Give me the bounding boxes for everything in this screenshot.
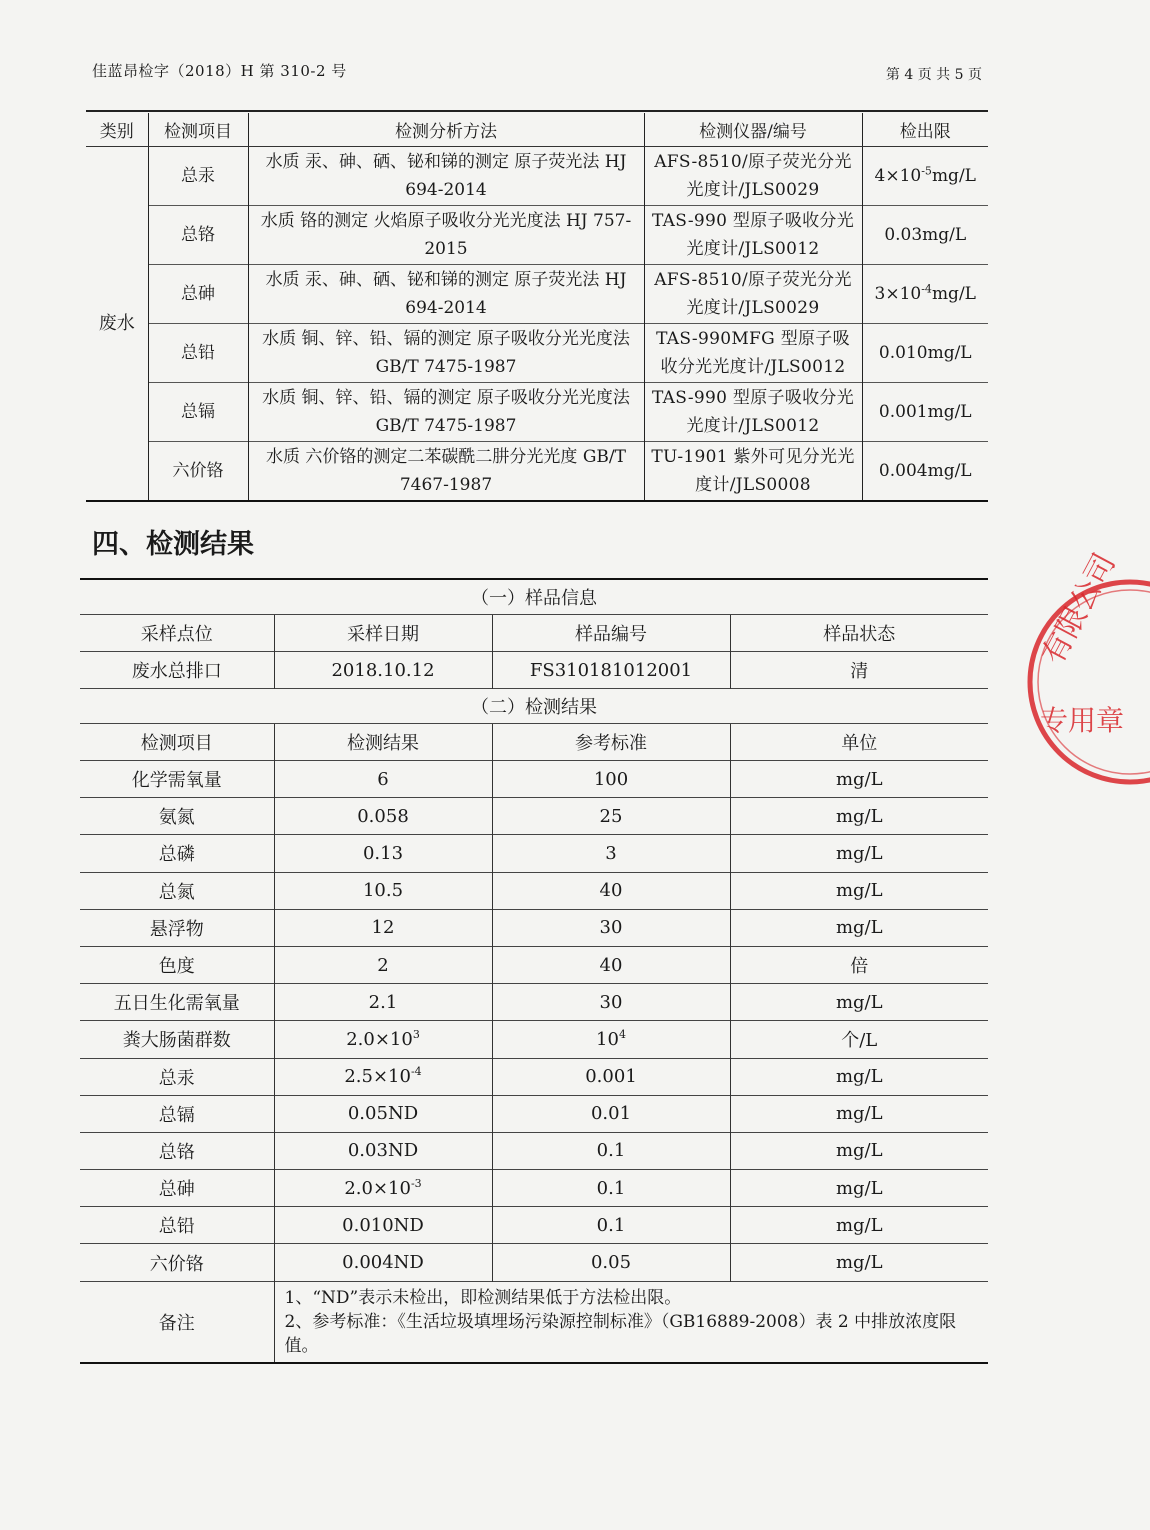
col-header-instrument: 检测仪器/编号: [644, 113, 862, 147]
detection-limit: [862, 324, 988, 383]
sample-date: 2018.10.12: [274, 652, 492, 689]
result-row: [80, 798, 988, 835]
result-item: 粪大肠菌群数: [80, 1021, 274, 1058]
result-value: [274, 761, 492, 798]
result-standard: [492, 761, 730, 798]
result-base: 12: [371, 917, 395, 939]
result-value: [274, 1021, 492, 1058]
method-row: [86, 442, 988, 502]
result-row: [80, 872, 988, 909]
method-instrument: TAS-990MFG 型原子吸收分光光度计/JLS0012: [644, 324, 862, 383]
result-value: [274, 946, 492, 983]
result-value: [274, 872, 492, 909]
header-rule: [86, 110, 988, 112]
result-base: 2.0×10: [346, 1028, 413, 1050]
standard-base: 30: [599, 991, 623, 1013]
detection-limit: [862, 383, 988, 442]
result-row: [80, 1170, 988, 1207]
col-header-category: 类别: [86, 113, 148, 147]
method-row: [86, 206, 988, 265]
standard-base: 0.1: [596, 1177, 626, 1199]
limit-unit: mg/L: [931, 284, 976, 304]
method-table: [86, 113, 988, 502]
note-line: 2、参考标准：《生活垃圾填埋场污染源控制标准》（GB16889-2008）表 2 中排放浓度限值。: [284, 1311, 957, 1356]
result-value: [274, 798, 492, 835]
sample-info-header-row: [80, 615, 988, 652]
sample-state: 清: [730, 652, 988, 689]
result-item: 悬浮物: [80, 909, 274, 946]
method-description: 水质 铜、锌、铅、镉的测定 原子吸收分光光度法 GB/T 7475-1987: [248, 324, 644, 383]
result-base: 0.13: [362, 842, 404, 864]
seal-text-lower: 专用章: [1040, 704, 1125, 737]
result-row: [80, 835, 988, 872]
result-standard: [492, 798, 730, 835]
standard-base: 25: [599, 805, 623, 827]
result-base: 2.1: [368, 991, 398, 1013]
report-number: 佳蓝昂检字（2018）H 第 310-2 号: [92, 62, 347, 80]
result-unit: mg/L: [730, 835, 988, 872]
sample-location: 废水总排口: [80, 652, 274, 689]
standard-base: 0.1: [596, 1140, 626, 1162]
detection-limit: [862, 147, 988, 206]
result-header-standard: 参考标准: [492, 724, 730, 761]
result-standard: [492, 1095, 730, 1132]
limit-base: 3×10: [874, 284, 922, 304]
method-description: 水质 汞、砷、硒、铋和锑的测定 原子荧光法 HJ 694-2014: [248, 265, 644, 324]
result-unit: mg/L: [730, 872, 988, 909]
method-description: 水质 铜、锌、铅、镉的测定 原子吸收分光光度法 GB/T 7475-1987: [248, 383, 644, 442]
result-item: 总磷: [80, 835, 274, 872]
result-header-value: 检测结果: [274, 724, 492, 761]
method-row: [86, 324, 988, 383]
result-row: [80, 1132, 988, 1169]
standard-base: 0.05: [590, 1252, 632, 1274]
result-base: 0.058: [357, 805, 409, 827]
result-base: 10.5: [362, 880, 404, 902]
result-standard: [492, 1244, 730, 1281]
result-base: 0.05ND: [347, 1103, 419, 1125]
result-table: [80, 578, 988, 1364]
limit-base: 4×10: [874, 166, 922, 186]
limit-exponent: -5: [921, 164, 932, 178]
results-header-row: [80, 724, 988, 761]
result-unit: mg/L: [730, 798, 988, 835]
method-instrument: AFS-8510/原子荧光分光光度计/JLS0029: [644, 147, 862, 206]
limit-base: 0.001mg/L: [878, 402, 972, 422]
result-exponent: 3: [412, 1027, 420, 1041]
notes-row: [80, 1281, 988, 1363]
result-item: 总汞: [80, 1058, 274, 1095]
result-unit: 个/L: [730, 1021, 988, 1058]
method-item: 总汞: [148, 147, 248, 206]
method-table-header: [86, 113, 988, 147]
result-base: 2.0×10: [344, 1177, 411, 1199]
standard-base: 10: [596, 1028, 619, 1050]
method-row: [86, 383, 988, 442]
method-item: 总铬: [148, 206, 248, 265]
result-base: 2: [377, 954, 389, 976]
standard-base: 0.001: [585, 1066, 637, 1088]
result-item: 五日生化需氧量: [80, 984, 274, 1021]
results-title: （二）检测结果: [80, 689, 988, 724]
detection-limit: [862, 442, 988, 502]
method-instrument: AFS-8510/原子荧光分光光度计/JLS0029: [644, 265, 862, 324]
result-item: 六价铬: [80, 1244, 274, 1281]
result-unit: mg/L: [730, 1207, 988, 1244]
notes-label: 备注: [80, 1281, 274, 1363]
page-indicator: 第 4 页 共 5 页: [885, 67, 982, 83]
method-item: 总铅: [148, 324, 248, 383]
sample-header-id: 样品编号: [492, 615, 730, 652]
method-instrument: TAS-990 型原子吸收分光光度计/JLS0012: [644, 206, 862, 265]
sample-id: FS310181012001: [492, 652, 730, 689]
result-standard: [492, 1058, 730, 1095]
result-value: [274, 909, 492, 946]
result-row: [80, 946, 988, 983]
standard-exponent: 4: [618, 1027, 626, 1041]
result-item: 总镉: [80, 1095, 274, 1132]
result-item: 总砷: [80, 1170, 274, 1207]
result-unit: mg/L: [730, 1058, 988, 1095]
method-description: 水质 六价铬的测定二苯碳酰二肼分光光度 GB/T 7467-1987: [248, 442, 644, 502]
standard-base: 0.1: [596, 1214, 626, 1236]
limit-exponent: -4: [921, 282, 932, 296]
result-item: 总氮: [80, 872, 274, 909]
result-unit: mg/L: [730, 1170, 988, 1207]
result-row: [80, 984, 988, 1021]
result-value: [274, 984, 492, 1021]
sample-info-title-row: [80, 579, 988, 615]
result-item: 总铅: [80, 1207, 274, 1244]
standard-base: 30: [599, 917, 623, 939]
result-base: 6: [377, 768, 389, 790]
result-base: 0.010ND: [342, 1214, 424, 1236]
results-title-row: [80, 689, 988, 724]
sample-header-date: 采样日期: [274, 615, 492, 652]
result-row: [80, 1021, 988, 1058]
result-row: [80, 909, 988, 946]
result-value: [274, 1244, 492, 1281]
result-value: [274, 1095, 492, 1132]
standard-base: 3: [605, 842, 617, 864]
notes-content: [274, 1281, 988, 1363]
result-unit: mg/L: [730, 1132, 988, 1169]
result-unit: 倍: [730, 946, 988, 983]
result-row: [80, 1058, 988, 1095]
result-exponent: -4: [410, 1065, 422, 1079]
col-header-item: 检测项目: [148, 113, 248, 147]
result-standard: [492, 872, 730, 909]
category-cell: 废水: [86, 147, 148, 502]
method-instrument: TU-1901 紫外可见分光光度计/JLS0008: [644, 442, 862, 502]
method-instrument: TAS-990 型原子吸收分光光度计/JLS0012: [644, 383, 862, 442]
result-item: 化学需氧量: [80, 761, 274, 798]
method-description: 水质 铬的测定 火焰原子吸收分光光度法 HJ 757-2015: [248, 206, 644, 265]
standard-base: 100: [593, 768, 629, 790]
result-standard: [492, 946, 730, 983]
result-item: 总铬: [80, 1132, 274, 1169]
result-unit: mg/L: [730, 761, 988, 798]
result-exponent: -3: [410, 1176, 422, 1190]
result-row: [80, 1207, 988, 1244]
standard-base: 40: [599, 880, 623, 902]
result-standard: [492, 909, 730, 946]
detection-limit: [862, 206, 988, 265]
method-item: 总砷: [148, 265, 248, 324]
standard-base: 0.01: [590, 1103, 632, 1125]
result-unit: mg/L: [730, 984, 988, 1021]
section-title: 四、检测结果: [92, 529, 254, 560]
result-header-unit: 单位: [730, 724, 988, 761]
result-standard: [492, 1021, 730, 1058]
result-value: [274, 835, 492, 872]
result-item: 氨氮: [80, 798, 274, 835]
result-standard: [492, 984, 730, 1021]
result-value: [274, 1132, 492, 1169]
method-description: 水质 汞、砷、硒、铋和锑的测定 原子荧光法 HJ 694-2014: [248, 147, 644, 206]
result-standard: [492, 1132, 730, 1169]
result-base: 0.03ND: [347, 1140, 419, 1162]
col-header-method: 检测分析方法: [248, 113, 644, 147]
limit-base: 0.010mg/L: [878, 343, 972, 363]
note-line: 1、“ND”表示未检出，即检测结果低于方法检出限。: [284, 1287, 682, 1308]
limit-base: 0.004mg/L: [878, 461, 972, 481]
result-standard: [492, 1207, 730, 1244]
result-item: 色度: [80, 946, 274, 983]
method-item: 总镉: [148, 383, 248, 442]
result-value: [274, 1170, 492, 1207]
sample-header-state: 样品状态: [730, 615, 988, 652]
sample-info-title: （一）样品信息: [80, 579, 988, 615]
seal-text-upper: 有限公司: [1035, 547, 1123, 671]
result-unit: mg/L: [730, 1095, 988, 1132]
result-value: [274, 1207, 492, 1244]
result-row: [80, 1244, 988, 1281]
result-standard: [492, 835, 730, 872]
result-row: [80, 761, 988, 798]
method-item: 六价铬: [148, 442, 248, 502]
result-base: 0.004ND: [342, 1252, 424, 1274]
col-header-limit: 检出限: [862, 113, 988, 147]
result-row: [80, 1095, 988, 1132]
limit-unit: mg/L: [931, 166, 976, 186]
detection-limit: [862, 265, 988, 324]
method-row: [86, 265, 988, 324]
result-value: [274, 1058, 492, 1095]
company-seal-stamp: [1010, 547, 1150, 802]
sample-info-value-row: [80, 652, 988, 689]
method-row: [86, 147, 988, 206]
result-base: 2.5×10: [344, 1066, 411, 1088]
sample-header-location: 采样点位: [80, 615, 274, 652]
result-header-item: 检测项目: [80, 724, 274, 761]
standard-base: 40: [599, 954, 623, 976]
result-unit: mg/L: [730, 1244, 988, 1281]
result-standard: [492, 1170, 730, 1207]
result-unit: mg/L: [730, 909, 988, 946]
limit-base: 0.03mg/L: [884, 225, 967, 245]
